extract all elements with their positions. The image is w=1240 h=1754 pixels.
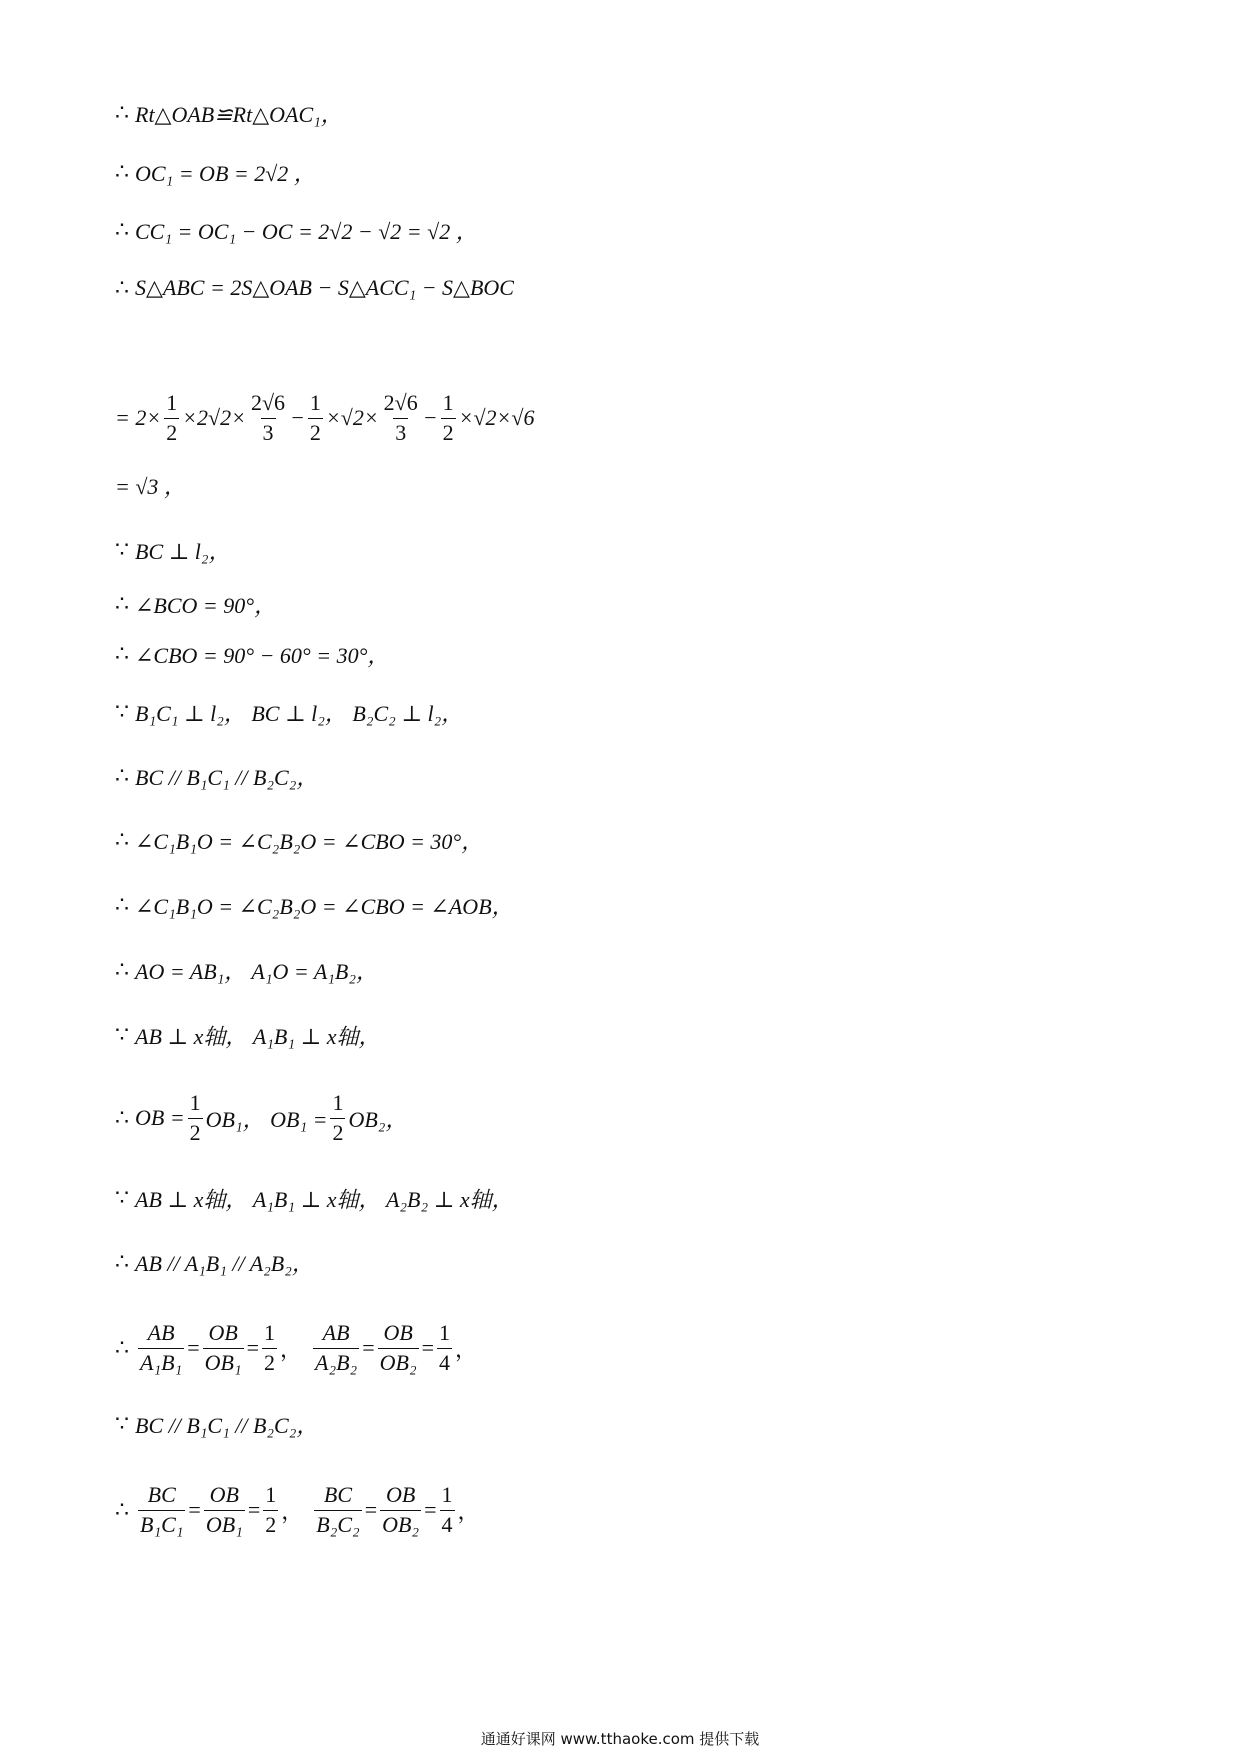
denominator: 4 [439,1349,451,1375]
therefore-symbol: ∴ [115,763,129,788]
proof-line [115,885,514,925]
equals-sign: = [424,1497,437,1522]
separator: ， [457,1498,480,1524]
because-symbol: ∵ [115,699,129,724]
line-text: = √3 ， [115,473,186,499]
proof-line [115,634,389,674]
proof-line [115,584,276,624]
separator: ， [280,1336,303,1362]
fraction [138,1483,185,1536]
therefore-symbol: ∴ [115,159,129,184]
line-text: AO = AB₁， A₁O = A₁B₂， [135,958,378,984]
fraction [308,391,323,444]
line-text: ∠C₁B₁O = ∠C₂B₂O = ∠CBO = ∠AOB， [135,893,514,919]
equals-sign: = [246,1335,260,1360]
therefore-symbol: ∴ [115,100,129,125]
equals-sign: = [364,1497,378,1522]
ob-relation-line [115,1085,407,1151]
expr-part: OB = [135,1105,185,1130]
denominator: B₂C₂ [316,1511,360,1537]
line-text: BC ⊥ l₂， [135,538,231,564]
fraction [164,391,179,444]
because-symbol: ∵ [115,1411,129,1436]
fraction [440,1483,455,1536]
denominator: 2 [309,419,321,445]
line-text: BC // B₁C₁ // B₂C₂， [135,764,319,790]
because-symbol: ∵ [115,1022,129,1047]
numerator: 1 [189,1090,201,1116]
proof-line [115,692,463,732]
line-text: AB ⊥ x轴， A₁B₁ ⊥ x轴， [135,1023,381,1049]
separator: ， [455,1336,478,1362]
line-text: ∠CBO = 90° − 60° = 30°， [135,642,390,668]
denominator: 2 [166,419,178,445]
equals-sign: = [421,1335,435,1360]
area-computation-line [115,385,534,451]
line-text: BC // B₁C₁ // B₂C₂， [135,1412,319,1438]
fraction [441,391,456,444]
numerator: 1 [264,1320,276,1346]
fraction [313,1321,359,1374]
therefore-symbol: ∴ [115,217,129,242]
line-text: ∠C₁B₁O = ∠C₂B₂O = ∠CBO = 30°， [135,828,484,854]
fraction [378,1321,419,1374]
denominator: OB₂ [382,1511,420,1537]
ab-ratio-line [115,1313,477,1383]
expr-part: OB₁， OB₁ = [205,1106,328,1132]
separator: ， [281,1498,304,1524]
proof-line [115,756,318,796]
therefore-symbol: ∴ [115,957,129,982]
equals-sign: = [187,1335,200,1360]
proof-line [115,210,478,250]
because-symbol: ∵ [115,1185,129,1210]
fraction [262,1321,277,1374]
denominator: 3 [262,419,274,445]
therefore-symbol: ∴ [115,1335,129,1360]
line-text: ∠BCO = 90°， [135,592,277,618]
therefore-symbol: ∴ [115,641,129,666]
line-text: AB // A₁B₁ // A₂B₂， [135,1250,314,1276]
proof-line [115,1404,318,1444]
therefore-symbol: ∴ [115,892,129,917]
numerator: 2√6 [250,390,286,416]
fraction [437,1321,452,1374]
proof-line [115,530,231,570]
expr-part: ×2√2× [182,405,246,430]
fraction [314,1483,361,1536]
equals-sign: = [188,1497,201,1522]
denominator: OB₁ [205,1511,243,1537]
proof-line [115,950,378,990]
expr-part: ×√2×√6 [458,405,535,430]
bc-ratio-line [115,1475,480,1545]
proof-line [115,152,316,192]
proof-line [115,93,343,133]
line-text: CC₁ = OC₁ − OC = 2√2 − √2 = √2 ， [135,218,478,244]
fraction [188,1091,203,1144]
numerator: 1 [309,390,321,416]
numerator: OB [209,1482,239,1508]
fraction [380,1483,421,1536]
denominator: 3 [395,419,407,445]
numerator: AB [147,1320,175,1346]
line-text: S△ABC = 2S△OAB − S△ACC₁ − S△BOC [135,275,514,300]
expr-part: − [290,405,305,430]
denominator: 2 [189,1119,201,1145]
numerator: 1 [166,390,178,416]
expr-part: OB₂， [348,1106,408,1132]
denominator: 2 [264,1349,276,1375]
expr-part: − [422,405,438,430]
numerator: AB [322,1320,350,1346]
fraction [138,1321,184,1374]
numerator: 1 [332,1090,344,1116]
numerator: 1 [265,1482,277,1508]
denominator: OB₁ [204,1349,242,1375]
numerator: 1 [439,1320,451,1346]
equals-sign: = [247,1497,261,1522]
denominator: A₁B₁ [140,1349,183,1375]
fraction [204,1483,245,1536]
numerator: BC [147,1482,176,1508]
because-symbol: ∵ [115,537,129,562]
denominator: A₂B₂ [315,1349,358,1375]
line-text: B₁C₁ ⊥ l₂， BC ⊥ l₂， B₂C₂ ⊥ l₂， [135,700,464,726]
proof-line [115,465,186,505]
numerator: OB [385,1482,416,1508]
fraction [263,1483,278,1536]
therefore-symbol: ∴ [115,1497,129,1522]
therefore-symbol: ∴ [115,591,129,616]
line-text: OC₁ = OB = 2√2 ， [135,160,316,186]
fraction [203,1321,244,1374]
denominator: OB₂ [379,1349,417,1375]
denominator: 2 [332,1119,344,1145]
numerator: OB [208,1320,238,1346]
numerator: 2√6 [383,390,418,416]
therefore-symbol: ∴ [115,1105,129,1130]
fraction [249,391,287,444]
denominator: 4 [441,1511,453,1537]
proof-line [115,820,483,860]
proof-line [115,1242,314,1282]
therefore-symbol: ∴ [115,827,129,852]
numerator: 1 [441,1482,453,1508]
fraction [330,1091,345,1144]
fraction [382,391,420,444]
denominator: 2 [265,1511,277,1537]
equals-sign: = [362,1335,375,1360]
page-footer: 通通好课网 www.tthaoke.com 提供下载 [480,1730,760,1748]
line-text: AB ⊥ x轴， A₁B₁ ⊥ x轴， A₂B₂ ⊥ x轴， [135,1186,514,1212]
denominator: B₁C₁ [140,1511,184,1537]
proof-line [115,1178,514,1218]
therefore-symbol: ∴ [115,275,129,300]
numerator: BC [323,1482,353,1508]
denominator: 2 [442,419,454,445]
expr-part: = 2× [115,405,162,430]
line-text: Rt△OAB≌Rt△OAC₁， [135,101,343,127]
therefore-symbol: ∴ [115,1249,129,1274]
numerator: OB [383,1320,413,1346]
expr-part: ×√2× [325,405,379,430]
numerator: 1 [442,390,454,416]
proof-line [115,1015,380,1055]
proof-line [115,268,514,308]
